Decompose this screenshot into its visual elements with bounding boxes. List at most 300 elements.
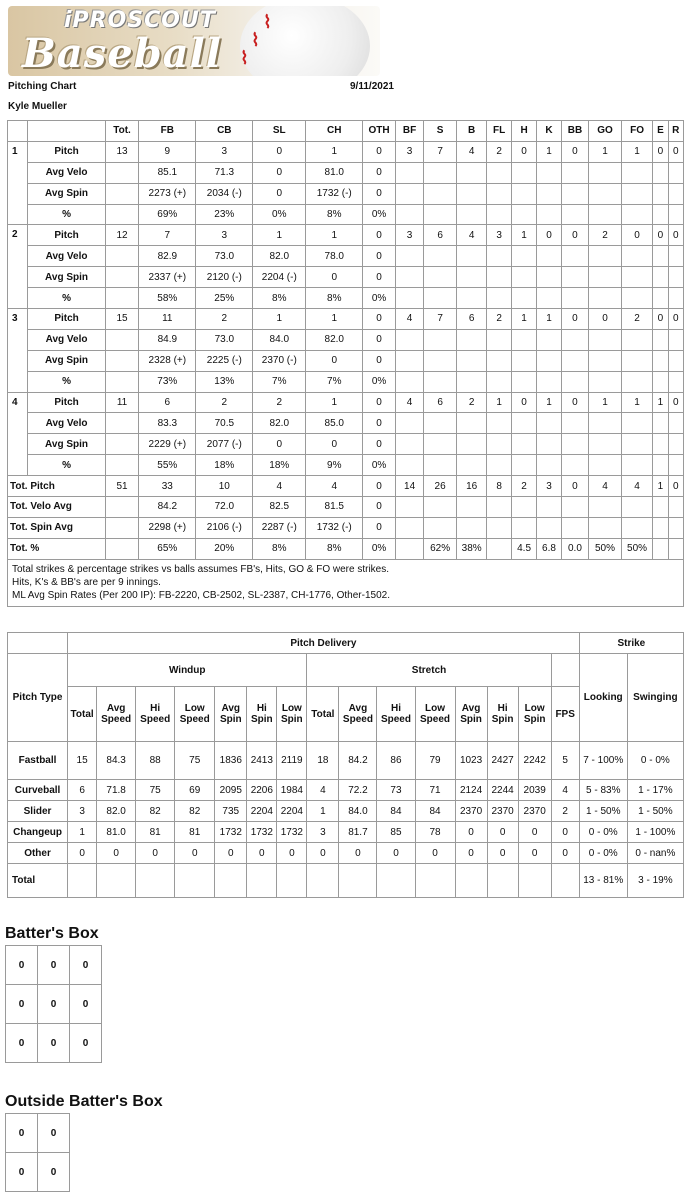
table-cell <box>537 183 561 204</box>
table-cell: 33 <box>139 476 196 497</box>
inning-row <box>8 162 684 183</box>
stretch-cell: 2370 <box>487 801 518 822</box>
table-cell: 9% <box>306 455 363 476</box>
windup-cell: 82.0 <box>97 801 136 822</box>
inning-row <box>8 225 684 246</box>
pitch-type-header: Pitch Type <box>8 654 68 742</box>
table-cell <box>424 517 457 538</box>
windup-cell: 69 <box>175 780 215 801</box>
batters-box-title: Batter's Box <box>5 925 99 942</box>
column-header: CB <box>196 121 253 142</box>
table-cell: 2120 (-) <box>196 267 253 288</box>
table-cell: 2 <box>253 392 306 413</box>
table-cell <box>424 329 457 350</box>
table-cell: 0 <box>363 350 396 371</box>
zone-cell: 0 <box>38 1114 70 1153</box>
table-cell <box>487 183 511 204</box>
table-cell: 1 <box>537 309 561 330</box>
logo-wordmark-bottom: Baseball <box>22 30 222 76</box>
windup-header: Windup <box>68 654 307 687</box>
table-cell: 78.0 <box>306 246 363 267</box>
windup-cell: 0 <box>247 843 277 864</box>
stretch-cell: 72.2 <box>339 780 377 801</box>
table-cell <box>456 288 487 309</box>
table-cell: 0 <box>363 434 396 455</box>
column-header: FL <box>487 121 511 142</box>
table-cell <box>105 267 139 288</box>
table-cell <box>456 329 487 350</box>
table-cell: 0 <box>668 476 683 497</box>
table-cell: 0 <box>511 141 536 162</box>
table-cell <box>105 538 139 559</box>
table-cell: 9 <box>139 141 196 162</box>
table-cell <box>537 434 561 455</box>
table-cell <box>621 455 653 476</box>
table-cell: 2 <box>487 141 511 162</box>
table-cell: 83.3 <box>139 413 196 434</box>
table-cell: 10 <box>196 476 253 497</box>
row-label: % <box>28 288 105 309</box>
table-cell <box>653 288 668 309</box>
table-cell: 38% <box>456 538 487 559</box>
zone-cell: 0 <box>38 985 70 1024</box>
table-cell: 2225 (-) <box>196 350 253 371</box>
table-cell <box>653 455 668 476</box>
pitcher-name: Kyle Mueller <box>8 101 67 112</box>
table-cell: 0 <box>653 309 668 330</box>
table-cell: 2273 (+) <box>139 183 196 204</box>
table-cell <box>105 413 139 434</box>
stretch-cell: 84 <box>415 801 455 822</box>
table-cell <box>668 538 683 559</box>
table-cell <box>511 204 536 225</box>
table-cell: 0 <box>306 350 363 371</box>
table-cell <box>668 497 683 518</box>
pitch-delivery-table <box>7 632 684 898</box>
table-cell: 82.0 <box>253 413 306 434</box>
stretch-cell <box>377 864 415 898</box>
table-cell <box>456 413 487 434</box>
table-cell: 3 <box>395 141 424 162</box>
windup-cell: 2413 <box>247 742 277 780</box>
table-cell: 0 <box>621 225 653 246</box>
table-cell <box>537 162 561 183</box>
table-cell <box>456 246 487 267</box>
table-cell <box>511 288 536 309</box>
table-cell: 4 <box>589 476 622 497</box>
table-cell <box>589 183 622 204</box>
table-cell <box>424 288 457 309</box>
stretch-header: Stretch <box>307 654 551 687</box>
table-cell <box>511 162 536 183</box>
windup-cell: 2204 <box>247 801 277 822</box>
swinging-cell: 0 - 0% <box>627 742 683 780</box>
table-cell <box>537 267 561 288</box>
pitch-delivery-header: Pitch Delivery <box>68 633 580 654</box>
table-cell: 11 <box>105 392 139 413</box>
table-cell: 0 <box>253 162 306 183</box>
table-cell <box>621 434 653 455</box>
table-cell: 4 <box>395 392 424 413</box>
table-cell <box>561 434 588 455</box>
table-cell: 7 <box>424 141 457 162</box>
table-cell <box>621 329 653 350</box>
table-cell <box>537 246 561 267</box>
stretch-cell <box>339 864 377 898</box>
table-cell: 0 <box>253 183 306 204</box>
table-cell <box>511 246 536 267</box>
fps-header: FPS <box>551 687 579 742</box>
table-cell <box>395 434 424 455</box>
table-cell <box>653 413 668 434</box>
table-cell: 8 <box>487 476 511 497</box>
table-cell: 0 <box>668 141 683 162</box>
zone-row <box>6 1024 102 1063</box>
table-cell: 0% <box>363 371 396 392</box>
table-cell <box>561 246 588 267</box>
stitch-icon: ⌇ <box>240 48 249 69</box>
stretch-cell: 78 <box>415 822 455 843</box>
note-line: Hits, K's & BB's are per 9 innings. <box>12 577 161 589</box>
table-cell <box>653 517 668 538</box>
table-cell: 20% <box>196 538 253 559</box>
table-cell <box>653 204 668 225</box>
table-cell: 7 <box>139 225 196 246</box>
table-cell: 84.0 <box>253 329 306 350</box>
table-cell: 84.2 <box>139 497 196 518</box>
table-cell <box>395 162 424 183</box>
windup-cell: 81 <box>136 822 175 843</box>
stretch-cell: 85 <box>377 822 415 843</box>
column-header: Low Spin <box>277 687 307 742</box>
column-header: Avg Speed <box>97 687 136 742</box>
table-cell <box>487 371 511 392</box>
table-cell <box>589 246 622 267</box>
table-cell <box>589 517 622 538</box>
windup-cell: 2095 <box>215 780 247 801</box>
table-cell <box>537 350 561 371</box>
table-cell: 14 <box>395 476 424 497</box>
inning-number: 2 <box>8 225 28 309</box>
table-cell: 73.0 <box>196 329 253 350</box>
table-cell <box>395 371 424 392</box>
pitch-type-row <box>8 843 684 864</box>
column-header: B <box>456 121 487 142</box>
table-cell: 2229 (+) <box>139 434 196 455</box>
table-cell: 7% <box>253 371 306 392</box>
table-cell: 0 <box>668 225 683 246</box>
table-cell <box>668 246 683 267</box>
inning-number: 4 <box>8 392 28 476</box>
table-cell: 2 <box>196 392 253 413</box>
table-cell: 81.5 <box>306 497 363 518</box>
stretch-cell: 4 <box>307 780 339 801</box>
table-cell: 2 <box>487 309 511 330</box>
windup-cell: 2204 <box>277 801 307 822</box>
table-cell: 3 <box>395 225 424 246</box>
table-cell <box>105 288 139 309</box>
inning-row <box>8 371 684 392</box>
table-cell: 18% <box>196 455 253 476</box>
table-cell <box>561 204 588 225</box>
table-cell <box>487 204 511 225</box>
pitch-type-row <box>8 822 684 843</box>
windup-cell <box>175 864 215 898</box>
column-header: Low Speed <box>415 687 455 742</box>
table-cell <box>395 538 424 559</box>
inning-row <box>8 350 684 371</box>
stretch-cell: 2427 <box>487 742 518 780</box>
table-cell: 0 <box>537 225 561 246</box>
table-cell <box>589 455 622 476</box>
pitch-type-label: Changeup <box>8 822 68 843</box>
table-cell <box>537 371 561 392</box>
windup-cell <box>68 864 97 898</box>
stretch-cell: 79 <box>415 742 455 780</box>
swinging-cell: 1 - 17% <box>627 780 683 801</box>
table-cell <box>561 517 588 538</box>
table-cell <box>561 371 588 392</box>
table-cell <box>456 183 487 204</box>
windup-cell: 0 <box>175 843 215 864</box>
table-cell: 15 <box>105 309 139 330</box>
table-cell: 58% <box>139 288 196 309</box>
table-cell <box>424 434 457 455</box>
table-cell: 0 <box>653 141 668 162</box>
windup-cell <box>247 864 277 898</box>
totals-label: Tot. % <box>8 538 106 559</box>
table-cell: 0 <box>363 392 396 413</box>
stretch-cell: 84 <box>377 801 415 822</box>
table-cell <box>456 455 487 476</box>
windup-cell <box>277 864 307 898</box>
table-cell <box>668 455 683 476</box>
table-cell: 2 <box>456 392 487 413</box>
stretch-cell: 71 <box>415 780 455 801</box>
table-cell: 0 <box>363 517 396 538</box>
table-cell: 25% <box>196 288 253 309</box>
table-cell <box>653 162 668 183</box>
stretch-cell: 81.7 <box>339 822 377 843</box>
windup-cell: 735 <box>215 801 247 822</box>
table-cell <box>621 371 653 392</box>
pitch-type-row <box>8 742 684 780</box>
table-cell: 3 <box>487 225 511 246</box>
table-cell <box>395 204 424 225</box>
delivery-group-row <box>8 633 684 654</box>
table-cell <box>487 455 511 476</box>
table-cell: 4 <box>621 476 653 497</box>
table-cell: 0% <box>253 204 306 225</box>
windup-cell: 81 <box>175 822 215 843</box>
windup-cell: 71.8 <box>97 780 136 801</box>
table-cell: 0 <box>561 309 588 330</box>
notes-row <box>8 559 684 606</box>
table-cell: 1 <box>511 309 536 330</box>
stretch-cell: 0 <box>518 822 551 843</box>
table-cell <box>395 497 424 518</box>
table-cell <box>653 246 668 267</box>
table-cell: 0 <box>363 183 396 204</box>
table-cell: 0 <box>363 329 396 350</box>
table-cell <box>621 183 653 204</box>
table-cell <box>668 517 683 538</box>
table-cell: 50% <box>589 538 622 559</box>
zone-cell: 0 <box>70 985 102 1024</box>
table-cell <box>589 413 622 434</box>
table-cell <box>589 434 622 455</box>
pitch-type-label: Fastball <box>8 742 68 780</box>
table-cell: 12 <box>105 225 139 246</box>
table-cell <box>105 162 139 183</box>
stretch-cell: 73 <box>377 780 415 801</box>
zone-cell: 0 <box>70 1024 102 1063</box>
column-header: Avg Speed <box>339 687 377 742</box>
table-cell: 4 <box>306 476 363 497</box>
table-cell: 71.3 <box>196 162 253 183</box>
table-cell: 0 <box>511 392 536 413</box>
windup-cell <box>215 864 247 898</box>
table-cell <box>561 455 588 476</box>
zone-cell: 0 <box>38 1024 70 1063</box>
table-cell: 2 <box>196 309 253 330</box>
table-cell: 2337 (+) <box>139 267 196 288</box>
table-cell: 0% <box>363 538 396 559</box>
table-cell: 50% <box>621 538 653 559</box>
stretch-cell: 2244 <box>487 780 518 801</box>
inning-row <box>8 246 684 267</box>
table-cell: 7 <box>424 309 457 330</box>
blank-cell <box>8 633 68 654</box>
windup-cell: 1732 <box>277 822 307 843</box>
table-cell: 84.9 <box>139 329 196 350</box>
table-cell <box>537 204 561 225</box>
batters-box-grid <box>5 945 102 1063</box>
pitch-type-label: Other <box>8 843 68 864</box>
stretch-cell: 1023 <box>455 742 487 780</box>
pitch-type-label: Curveball <box>8 780 68 801</box>
table-cell: 2328 (+) <box>139 350 196 371</box>
zone-cell: 0 <box>6 1114 38 1153</box>
table-cell: 0 <box>253 141 306 162</box>
header-row <box>8 121 684 142</box>
windup-cell: 75 <box>175 742 215 780</box>
strike-header: Strike <box>579 633 683 654</box>
zone-cell: 0 <box>6 1153 38 1192</box>
stretch-cell: 0 <box>518 843 551 864</box>
stitch-icon: ⌇ <box>251 30 260 51</box>
swinging-header: Swinging <box>627 654 683 742</box>
table-cell <box>621 204 653 225</box>
table-cell: 1 <box>306 309 363 330</box>
totals-row <box>8 476 684 497</box>
table-cell <box>621 413 653 434</box>
table-cell <box>668 267 683 288</box>
column-header: BB <box>561 121 588 142</box>
table-cell: 0 <box>561 141 588 162</box>
table-cell: 4 <box>456 225 487 246</box>
table-cell <box>537 329 561 350</box>
table-cell: 7% <box>306 371 363 392</box>
column-header: E <box>653 121 668 142</box>
row-label: Pitch <box>28 141 105 162</box>
table-cell <box>537 413 561 434</box>
table-cell: 26 <box>424 476 457 497</box>
inning-row <box>8 392 684 413</box>
table-cell <box>395 288 424 309</box>
table-cell: 73.0 <box>196 246 253 267</box>
table-cell: 0 <box>561 392 588 413</box>
table-cell: 0 <box>363 476 396 497</box>
table-cell <box>589 497 622 518</box>
table-cell <box>487 538 511 559</box>
table-cell <box>668 329 683 350</box>
table-cell <box>456 371 487 392</box>
table-cell: 4 <box>253 476 306 497</box>
table-cell <box>395 413 424 434</box>
table-cell: 1 <box>537 392 561 413</box>
table-cell <box>668 434 683 455</box>
column-header: R <box>668 121 683 142</box>
table-cell: 0 <box>363 225 396 246</box>
row-label: Pitch <box>28 225 105 246</box>
table-cell: 6 <box>424 225 457 246</box>
table-cell: 81.0 <box>306 162 363 183</box>
table-cell <box>561 162 588 183</box>
outside-batters-box-title: Outside Batter's Box <box>5 1093 163 1110</box>
windup-cell: 3 <box>68 801 97 822</box>
table-cell <box>424 267 457 288</box>
zone-cell: 0 <box>38 1153 70 1192</box>
pitch-type-row <box>8 864 684 898</box>
table-cell <box>621 267 653 288</box>
table-cell <box>424 371 457 392</box>
table-cell: 3 <box>196 225 253 246</box>
note-line: ML Avg Spin Rates (Per 200 IP): FB-2220, CB-2502, SL-2387, CH-1776, Other-1502. <box>12 590 390 602</box>
inning-row <box>8 183 684 204</box>
table-cell <box>668 288 683 309</box>
table-cell <box>456 267 487 288</box>
zone-row <box>6 946 102 985</box>
table-cell <box>561 183 588 204</box>
table-cell: 8% <box>253 538 306 559</box>
table-cell <box>561 329 588 350</box>
table-cell: 1 <box>253 225 306 246</box>
table-cell: 0% <box>363 204 396 225</box>
table-cell: 0 <box>306 434 363 455</box>
table-cell: 51 <box>105 476 139 497</box>
stitch-icon: ⌇ <box>263 12 272 33</box>
stretch-cell: 2242 <box>518 742 551 780</box>
table-cell: 0% <box>363 455 396 476</box>
table-cell <box>511 455 536 476</box>
table-cell: 69% <box>139 204 196 225</box>
stretch-cell: 86 <box>377 742 415 780</box>
table-cell <box>105 434 139 455</box>
table-cell <box>395 350 424 371</box>
table-cell <box>621 350 653 371</box>
zone-cell: 0 <box>38 946 70 985</box>
stretch-cell <box>518 864 551 898</box>
table-cell <box>487 267 511 288</box>
table-cell: 1 <box>621 392 653 413</box>
note-line: Total strikes & percentage strikes vs balls assumes FB's, Hits, GO & FO were strikes. <box>12 564 390 576</box>
table-cell <box>561 288 588 309</box>
column-header: H <box>511 121 536 142</box>
stretch-cell <box>415 864 455 898</box>
table-cell: 1 <box>653 476 668 497</box>
table-cell: 82.0 <box>306 329 363 350</box>
